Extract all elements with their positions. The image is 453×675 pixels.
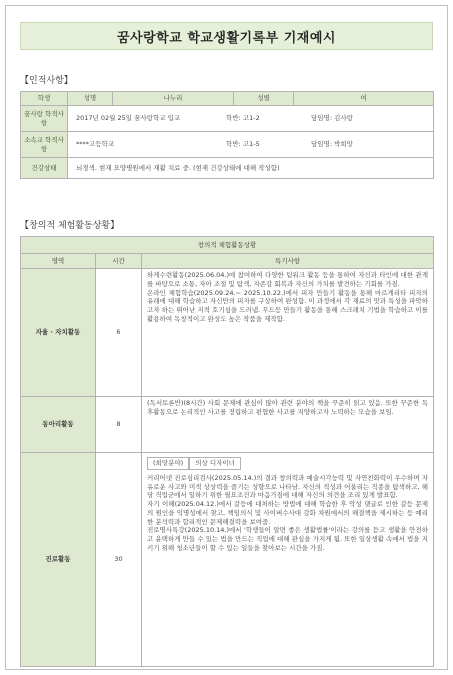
detail-paragraph: 진로명사특강(2025.10.14.)에서 '학생들이 알면 좋은 생활법률'이라는 강의를 듣고 생활을 안전하고 윤택하게 만들 수 있는 법을 만드는 직업에 대해 관심을 가지게 됨. 또한 일상생활 속에서 법을 지키기 위해 청소년들이 할 수 있는 일들을 찾아보는 시간을 가짐. [147, 526, 428, 552]
details-header: 특기사항 [142, 254, 434, 269]
activity-details [142, 453, 434, 667]
table-row [21, 453, 434, 667]
activity-table-caption: 창의적 체험활동상황 [21, 237, 434, 254]
home-school-record-label: 소속교 학적사항 [21, 132, 68, 158]
table-row [21, 397, 434, 453]
activity-section-label: 【창의적 체험활동상황】 [20, 221, 120, 231]
activity-area: 동아리활동 [21, 397, 96, 453]
home-school-class: 학반: 고1-5 [226, 140, 260, 149]
dream-school-teacher: 담임명: 김사랑 [311, 114, 353, 123]
activity-hours: 8 [96, 397, 142, 453]
detail-paragraph: 커리어넷 진로심리검사(2025.05.14.)의 결과 창의력과 예술시각능력 및 자연친화력이 우수하며 자유로운 사고와 미적 상상력을 즐기는 성향으로 나타남. 자신의 적성과 어울리는 직종을 탐색하고, 해당 직업군에서 일하기 위한 필요조건과 마음가짐에 대해 자신의 의견을 조리 있게 발표함. [147, 473, 428, 500]
activity-area: 진로활동 [21, 453, 96, 667]
creative-activity-table [20, 236, 434, 667]
dream-school-record-value [68, 106, 434, 132]
info-section-label: 【인적사항】 [20, 76, 73, 86]
detail-paragraph: (독서토론반)(8시간) 사회 문제에 관심이 많아 관련 분야의 책을 꾸준히 읽고 있음. 또한 꾸준한 독후활동으로 논리적인 사고를 정립하고 편협한 사고를 지양하고자 노력하는 모습을 보임. [147, 399, 428, 416]
document-title: 꿈사랑학교 학교생활기록부 기재예시 [20, 22, 433, 50]
hope-field-label: (희망분야) [147, 457, 189, 470]
gender-label: 성별 [234, 92, 294, 106]
home-school-record-value [68, 132, 434, 158]
health-label: 건강상태 [21, 158, 68, 179]
activity-hours: 6 [96, 269, 142, 397]
hope-field-value: 의상 디자이너 [189, 457, 241, 470]
activity-details [142, 269, 434, 397]
area-header: 영역 [21, 254, 96, 269]
student-info-table [20, 91, 434, 179]
dream-school-class: 학반: 고1-2 [226, 114, 260, 123]
gender-value: 여 [294, 92, 434, 106]
hope-field-tags [147, 457, 428, 470]
health-value: 뇌경색. 현재 요양병원에서 재활 치료 중. (현재 건강상태에 대해 작성함) [68, 158, 434, 179]
activity-hours: 30 [96, 453, 142, 667]
student-label: 학생 [21, 92, 68, 106]
table-row [21, 269, 434, 397]
hours-header: 시간 [96, 254, 142, 269]
dream-school-record-label: 꿈사랑 학적사항 [21, 106, 68, 132]
home-school-name: ****고등학교 [76, 140, 115, 149]
activity-details [142, 397, 434, 453]
home-school-teacher: 담임명: 박희망 [311, 140, 353, 149]
name-label: 성명 [68, 92, 113, 106]
detail-paragraph: 자기 이해(2025.04.12.)에서 갈등에 대처하는 방법에 대해 학습한 후 악성 댓글로 인한 갈등 문제의 원인을 익명성에서 찾고, 책임의식 및 사이버수사대 강화 차원에서의 해결책을 제시하는 등 예리한 분석력과 합리적인 문제해결력을 보여줌. [147, 500, 428, 526]
dream-school-entry: 2017년 02월 25일 꿈사랑학교 입교 [76, 114, 181, 123]
detail-paragraph: 하게수련활동(2025.06.04.)에 참여하여 다양한 팀워크 활동 등을 통하여 자신과 타인에 대한 관계를 바탕으로 소통, 자아 조절 및 탐색, 자존감 회복과 자신의 가치를 발견하는 기회를 가짐. [147, 271, 428, 288]
detail-paragraph: 온라인 체험학습(2025.09.24.~ 2025.10.22.)에서 피자 만들기 활동을 통해 마르게리타 피자의 유래에 대해 학습하고 자신만의 피자를 구상하여 완성함. 이 과정에서 각 재료의 맛과 특성을 파악하고자 하는 뛰어난 지적 호기심을 드러냄. 무드등 만들기 활동을 통해 스크래치 기법을 학습하고 이를 활용하여 독창적이고 완성도 높은 작품을 제작함. [147, 288, 428, 323]
activity-area: 자율 · 자치활동 [21, 269, 96, 397]
name-value: 나누리 [113, 92, 234, 106]
